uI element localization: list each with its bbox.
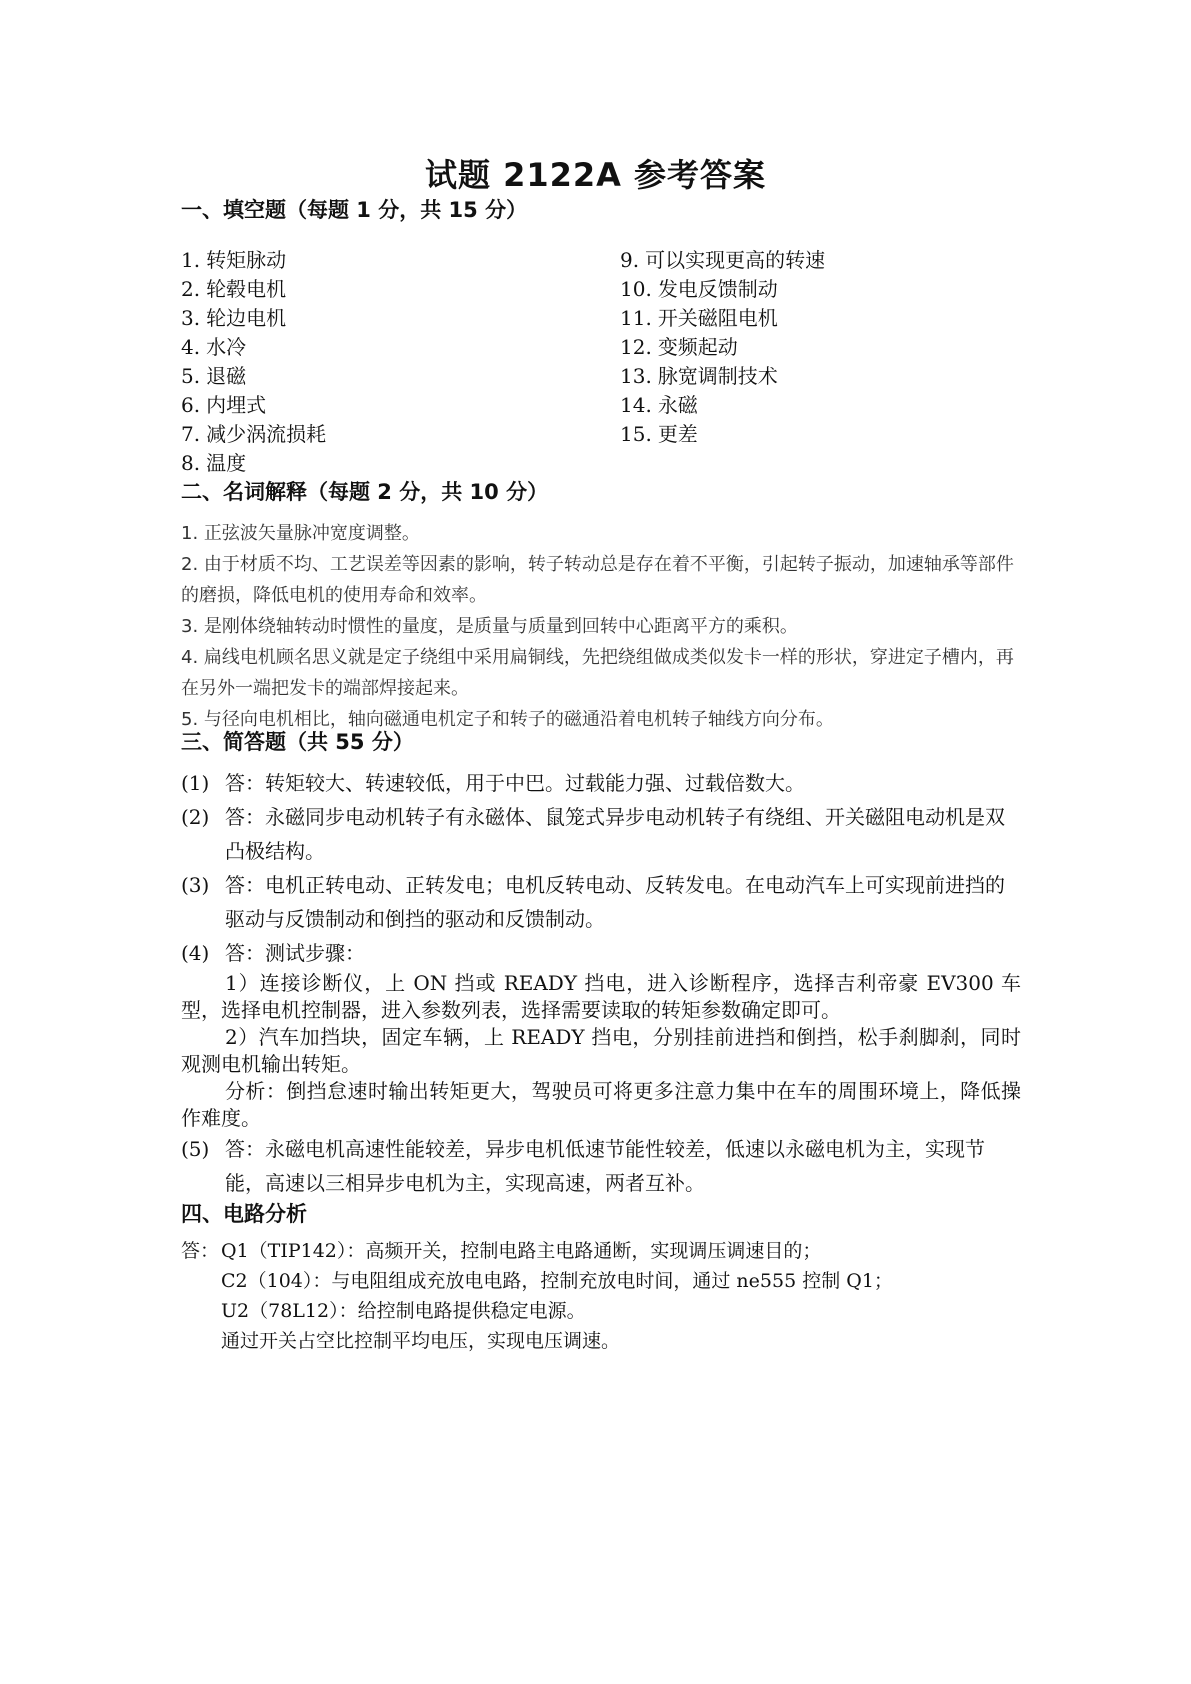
circuit-line: 通过开关占空比控制平均电压，实现电压调速。 <box>221 1330 621 1352</box>
answer-text: 答：永磁同步电动机转子有永磁体、鼠笼式异步电动机转子有绕组、开关磁阻电动机是双凸极结构。 <box>225 805 1005 863</box>
question-number: (2) <box>181 805 210 829</box>
answer-text: 答：转矩较大、转速较低，用于中巴。过载能力强、过载倍数大。 <box>225 771 805 795</box>
fill-blank-item: 4. 水冷 <box>181 335 247 359</box>
fill-blank-item: 13. 脉宽调制技术 <box>620 364 778 388</box>
fill-blank-item: 7. 减少涡流损耗 <box>181 422 327 446</box>
circuit-line: 答： Q1（TIP142）：高频开关，控制电路主电路通断，实现调压调速目的； <box>181 1236 1021 1266</box>
short-answer-item <box>181 868 1021 936</box>
fill-blank-item: 5. 退磁 <box>181 364 247 388</box>
fill-blank-item: 9. 可以实现更高的转速 <box>620 248 826 272</box>
answer-analysis: 分析：倒挡怠速时输出转矩更大，驾驶员可将更多注意力集中在车的周围环境上，降低操作难度。 <box>181 1079 1021 1130</box>
circuit-line: C2（104）：与电阻组成充放电电路，控制充放电时间，通过 ne555 控制 Q1； <box>221 1270 893 1292</box>
answer-text: 答：电机正转电动、正转发电；电机反转电动、反转发电。在电动汽车上可实现前进挡的驱动与反馈制动和倒挡的驱动和反馈制动。 <box>225 873 1005 931</box>
term-explanation-item: 5. 与径向电机相比，轴向磁通电机定子和转子的磁通沿着电机转子轴线方向分布。 <box>181 709 834 730</box>
short-answer-item <box>181 936 1021 970</box>
circuit-analysis <box>181 1236 1021 1356</box>
question-number: (3) <box>181 873 210 897</box>
term-explanation-item: 3. 是刚体绕轴转动时惯性的量度，是质量与质量到回转中心距离平方的乘积。 <box>181 616 798 637</box>
term-explanation-item: 2. 由于材质不均、工艺误差等因素的影响，转子转动总是存在着不平衡，引起转子振动，加速轴承等部件的磨损，降低电机的使用寿命和效率。 <box>181 554 1014 606</box>
fill-blank-item: 6. 内埋式 <box>181 393 267 417</box>
fill-blank-item: 10. 发电反馈制动 <box>620 277 778 301</box>
fill-blank-item: 1. 转矩脉动 <box>181 248 287 272</box>
answer-text: 答：永磁电机高速性能较差，异步电机低速节能性较差，低速以永磁电机为主，实现节能，高速以三相异步电机为主，实现高速，两者互补。 <box>225 1137 985 1195</box>
question-number: (1) <box>181 771 210 795</box>
answer-step: 1）连接诊断仪，上 ON 挡或 READY 挡电，进入诊断程序，选择吉利帝豪 EV300 车型，选择电机控制器，进入参数列表，选择需要读取的转矩参数确定即可。 <box>181 971 1021 1022</box>
answer-lead: 答： <box>181 1240 220 1262</box>
section3-heading: 三、简答题（共 55 分） <box>181 730 414 754</box>
section2-heading: 二、名词解释（每题 2 分，共 10 分） <box>181 480 549 504</box>
answer-text: 答：测试步骤： <box>225 941 365 965</box>
term-explanation-item: 1. 正弦波矢量脉冲宽度调整。 <box>181 523 420 544</box>
term-explanation-item: 4. 扁线电机顾名思义就是定子绕组中采用扁铜线，先把绕组做成类似发卡一样的形状，穿进定子槽内，再在另外一端把发卡的端部焊接起来。 <box>181 647 1014 699</box>
fill-blank-item: 8. 温度 <box>181 451 247 475</box>
fill-blank-list-right <box>620 246 825 449</box>
short-answer-item <box>181 766 1021 800</box>
fill-blank-item: 11. 开关磁阻电机 <box>620 306 778 330</box>
short-answer-item <box>181 800 1021 868</box>
section1-heading: 一、填空题（每题 1 分，共 15 分） <box>181 198 528 222</box>
question-number: (4) <box>181 941 210 965</box>
section4-heading: 四、电路分析 <box>181 1202 307 1226</box>
answer-step: 2）汽车加挡块，固定车辆，上 READY 挡电，分别挂前进挡和倒挡，松手刹脚刹，同时观测电机输出转矩。 <box>181 1025 1021 1076</box>
fill-blank-list-left <box>181 246 326 478</box>
fill-blank-item: 14. 永磁 <box>620 393 698 417</box>
question-number: (5) <box>181 1137 210 1161</box>
term-explanation-list <box>181 518 1021 735</box>
short-answer-list <box>181 766 1021 1200</box>
fill-blank-item: 12. 变频起动 <box>620 335 738 359</box>
fill-blank-item: 3. 轮边电机 <box>181 306 287 330</box>
short-answer-item <box>181 1132 1021 1200</box>
fill-blank-item: 2. 轮毂电机 <box>181 277 287 301</box>
document-title: 试题 2122A 参考答案 <box>424 156 767 194</box>
fill-blank-item: 15. 更差 <box>620 422 698 446</box>
circuit-line: U2（78L12）：给控制电路提供稳定电源。 <box>221 1300 586 1322</box>
